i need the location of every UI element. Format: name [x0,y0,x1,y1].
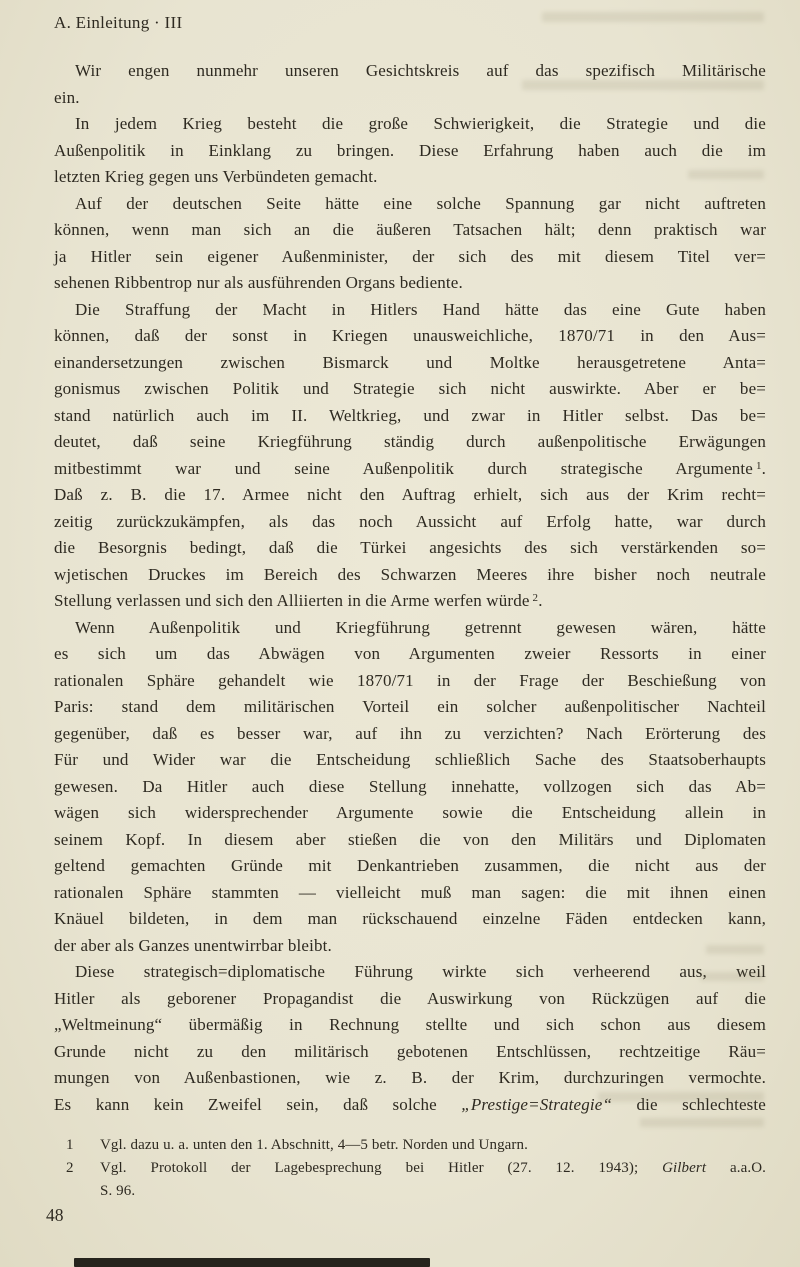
text-line: seinem Kopf. In diesem aber stießen die von den Militärs und Diplomaten [54,829,766,849]
text-line: Hitler als geborener Propagandist die Auswirkung von Rückzügen auf die [54,988,766,1008]
text-line: deutet, daß seine Kriegführung ständig durch außenpolitische Erwägungen [54,432,766,451]
text-line: es sich um das Abwägen von Argumenten zweier Ressorts in einer [54,644,766,663]
page-body [54,58,766,1118]
text-segment: . [538,591,543,610]
text-line: Wir engen nunmehr unseren Gesichtskreis auf das spezifisch Militärische [75,61,766,80]
text-line: ja Hitler sein eigener Außenminister, der sich des mit diesem Titel ver= [54,246,766,266]
footnote-1 [54,1134,766,1157]
footnote-line [54,1157,766,1180]
footnote-text: Vgl. Protokoll der Lagebesprechung bei Hitler (27. 12. 1943); [100,1160,663,1176]
text-line: gegenüber, daß es besser war, auf ihn zu verzichten? Nach Erörterung des [54,723,766,743]
text-line: sehenen Ribbentrop nur als ausführenden Organs bediente. [54,273,463,292]
text-segment: . [761,458,766,478]
text-line: Auf der deutschen Seite hätte eine solche Spannung gar nicht auftreten [75,193,766,213]
text-line: Diese strategisch=diplomatische Führung wirkte sich verheerend aus, weil [75,962,766,981]
text-line: geltend gemachten Gründe mit Denkantrieben zusammen, die nicht aus der [54,856,766,875]
footnote-number: 2 [66,1160,74,1176]
text-line: letzten Krieg gegen uns Verbündeten gemacht. [54,167,378,186]
text-line [54,456,766,483]
text-line: Für und Wider war die Entscheidung schließlich Sache des Staatsoberhaupts [54,750,766,769]
page-number: 48 [46,1205,64,1225]
running-header: A. Einleitung · III [54,13,183,32]
text-line: Paris: stand dem militärischen Vorteil ein solcher außenpolitischer Nachteil [54,697,766,716]
text-line: gonismus zwischen Politik und Strategie sich nicht auswirkte. Aber er be= [54,379,766,398]
text-line: mungen von Außenbastionen, wie z. B. der Krim, durchzuringen vermochte. [54,1068,766,1087]
text-line: In jedem Krieg besteht die große Schwierigkeit, die Strategie und die [75,114,766,133]
paragraph-3 [54,191,766,297]
text-line: zeitig zurückzukämpfen, als das noch Aussicht auf Erfolg hatte, war durch [54,511,766,531]
text-line: gewesen. Da Hitler auch diese Stellung innehatte, vollzogen sich das Ab= [54,776,766,796]
showthrough-artifact [522,80,764,90]
footnote-continuation: S. 96. [100,1183,136,1199]
paragraph-4 [54,297,766,615]
showthrough-artifact [688,170,764,179]
showthrough-artifact [640,1118,764,1127]
footnote-ref-1: 1 [755,459,762,472]
text-line: können, wenn man sich an die äußeren Tatsachen hält; denn praktisch war [54,220,766,239]
showthrough-artifact [598,1092,764,1102]
text-line: Grunde nicht zu den militärisch gebotenen Entschlüssen, rechtzeitige Räu= [54,1041,766,1061]
text-line: können, daß der sonst in Kriegen unausweichliche, 1870/71 in den Aus= [54,326,766,345]
text-segment: die schlechteste [612,1094,767,1114]
scan-edge-shadow [74,1258,430,1267]
cited-author: Gilbert [662,1160,707,1176]
text-line: wägen sich widersprechender Argumente sowie die Entscheidung allein in [54,803,766,822]
text-line: „Weltmeinung“ übermäßig in Rechnung stellte und sich schon aus diesem [54,1015,766,1034]
text-line: ein. [54,87,80,107]
text-line: der aber als Ganzes unentwirrbar bleibt. [54,935,332,955]
footnotes-section [54,1134,766,1203]
footnote-line [54,1134,766,1157]
text-line: rationalen Sphäre gehandelt wie 1870/71 in der Frage der Beschießung von [54,670,766,690]
text-line: Wenn Außenpolitik und Kriegführung getrennt gewesen wären, hätte [75,617,766,637]
footnote-number: 1 [66,1137,74,1153]
text-line: wjetischen Druckes im Bereich des Schwarzen Meeres ihre bisher noch neutrale [54,564,766,584]
footnote-ref-2: 2 [532,592,539,604]
text-line: stand natürlich auch im II. Weltkrieg, und zwar in Hitler selbst. Das be= [54,405,766,425]
text-segment: Es kann kein Zweifel sein, daß solche [54,1094,462,1114]
text-line: die Besorgnis bedingt, daß die Türkei angesichts des sich verstärkenden so= [54,538,766,557]
footnote-2 [54,1157,766,1203]
showthrough-artifact [700,972,764,981]
paragraph-2 [54,111,766,191]
text-segment: Stellung verlassen und sich den Alliierten in die Arme werfen würde [54,591,530,610]
text-line: rationalen Sphäre stammten — vielleicht muß man sagen: die mit ihnen einen [54,882,766,902]
emphasized-term: „Prestige=Strategie“ [461,1094,613,1114]
text-line: Die Straffung der Macht in Hitlers Hand hätte das eine Gute haben [75,299,766,319]
text-line [54,588,766,615]
text-segment: mitbestimmt war und seine Außenpolitik durch strategische Argumente [54,458,753,478]
showthrough-artifact [542,12,764,22]
text-line: Knäuel bildeten, in dem man rückschauend einzelne Fäden entdecken kann, [54,909,766,928]
text-line: Außenpolitik in Einklang zu bringen. Diese Erfahrung haben auch die im [54,140,766,160]
showthrough-artifact [706,945,764,954]
footnote-text: a.a.O. [706,1160,766,1176]
text-line: Daß z. B. die 17. Armee nicht den Auftrag erhielt, sich aus der Krim recht= [54,485,766,504]
footnote-text: Vgl. dazu u. a. unten den 1. Abschnitt, 4—5 betr. Norden und Ungarn. [100,1137,528,1153]
paragraph-5 [54,615,766,960]
text-line: einandersetzungen zwischen Bismarck und Moltke herausgetretene Anta= [54,352,766,372]
